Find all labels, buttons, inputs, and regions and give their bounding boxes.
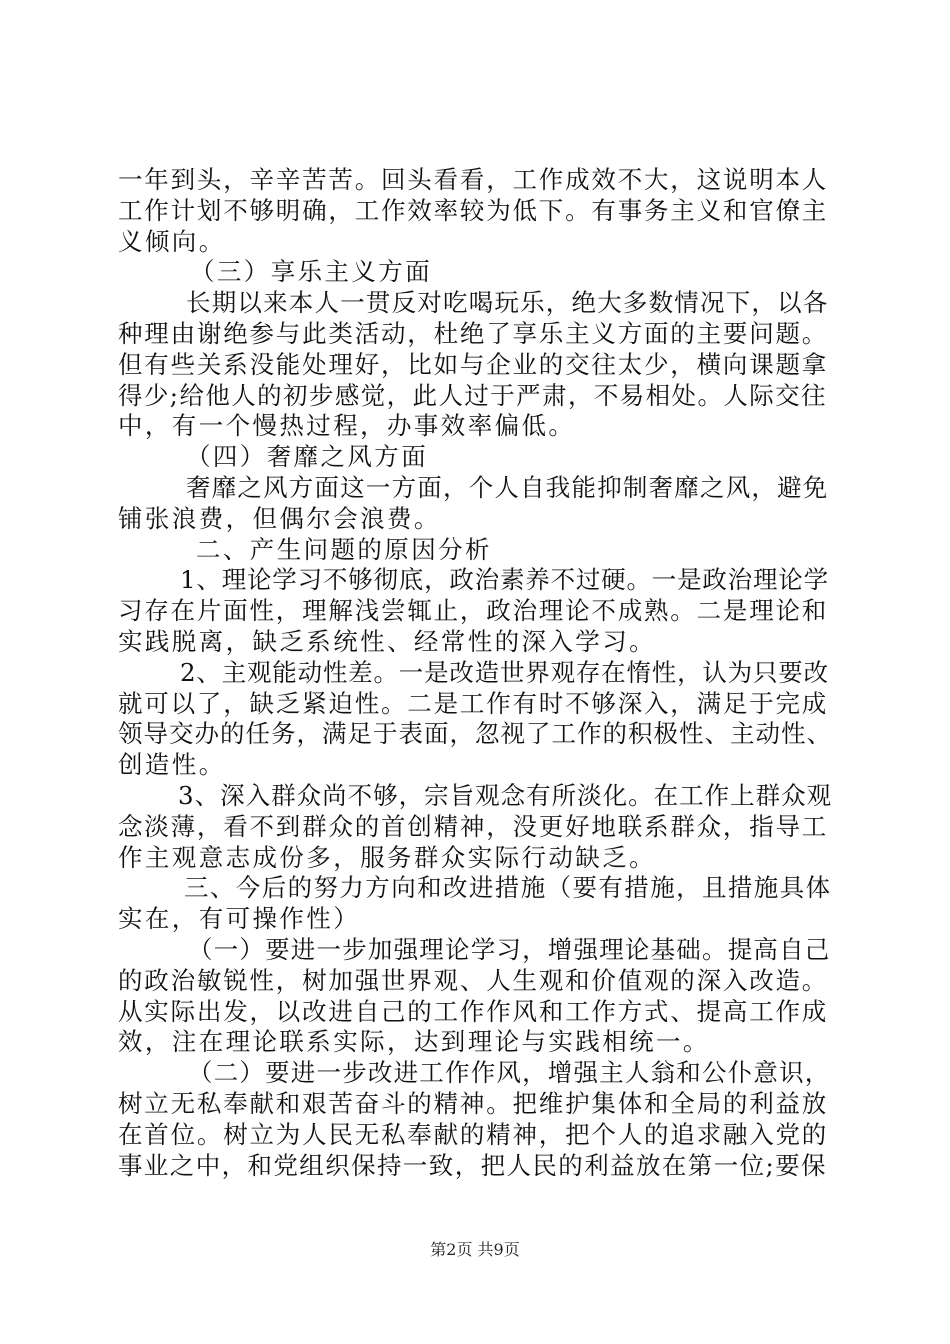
body-line: 一年到头，辛辛苦苦。回头看看，工作成效不大，这说明本人 <box>118 165 829 194</box>
body-line: 义倾向。 <box>118 226 226 256</box>
body-line: 奢靡之风方面这一方面，个人自我能抑制奢靡之风，避免 <box>186 472 829 502</box>
section-heading: （三）享乐主义方面 <box>190 257 433 287</box>
section-heading: （四）奢靡之风方面 <box>186 442 429 472</box>
section-heading: （二）要进一步改进工作作风，增强主人翁和公仆意识， <box>188 1058 831 1088</box>
body-line: 在首位。树立为人民无私奉献的精神，把个人的追求融入党的 <box>118 1119 829 1149</box>
body-line: 从实际出发，以改进自己的工作作风和工作方式、提高工作成 <box>118 996 829 1026</box>
body-line: 实在，有可操作性） <box>118 904 361 934</box>
section-heading: 二、产生问题的原因分析 <box>196 534 492 564</box>
body-line: 得少;给他人的初步感觉，此人过于严肃，不易相处。人际交往 <box>118 380 827 410</box>
body-line: 创造性。 <box>118 750 226 780</box>
body-line: 但有些关系没能处理好，比如与企业的交往太少，横向课题拿 <box>118 349 829 379</box>
document-body <box>118 165 832 1181</box>
body-line: 作主观意志成份多，服务群众实际行动缺乏。 <box>118 842 656 872</box>
body-line: 3、深入群众尚不够，宗旨观念有所淡化。在工作上群众观 <box>178 780 833 810</box>
body-line: 2、主观能动性差。一是改造世界观存在惰性，认为只要改 <box>180 657 829 687</box>
body-line: 就可以了，缺乏紧迫性。二是工作有时不够深入，满足于完成 <box>118 688 829 718</box>
body-line: 的政治敏锐性，树加强世界观、人生观和价值观的深入改造。 <box>118 965 829 995</box>
page-number-footer: 第2页 共9页 <box>430 1240 520 1259</box>
body-line: 种理由谢绝参与此类活动，杜绝了享乐主义方面的主要问题。 <box>118 318 829 348</box>
body-line: 习存在片面性，理解浅尝辄止，政治理论不成熟。二是理论和 <box>118 596 829 626</box>
body-line: 实践脱离，缺乏系统性、经常性的深入学习。 <box>118 626 656 656</box>
section-heading: （一）要进一步加强理论学习，增强理论基础。提高自己 <box>188 934 831 964</box>
body-line: 效，注在理论联系实际，达到理论与实践相统一。 <box>118 1027 710 1057</box>
body-line: 中，有一个慢热过程，办事效率偏低。 <box>118 411 576 441</box>
body-line: 事业之中，和党组织保持一致，把人民的利益放在第一位;要保 <box>118 1150 827 1180</box>
body-line: 领导交办的任务，满足于表面，忽视了工作的积极性、主动性、 <box>118 719 832 749</box>
body-line: 树立无私奉献和艰苦奋斗的精神。把维护集体和全局的利益放 <box>118 1088 829 1118</box>
body-line: 长期以来本人一贯反对吃喝玩乐，绝大多数情况下，以各 <box>186 288 829 318</box>
body-line: 念淡薄，看不到群众的首创精神，没更好地联系群众，指导工 <box>118 811 829 841</box>
section-heading: 三、今后的努力方向和改进措施（要有措施，且措施具体 <box>184 873 832 903</box>
body-line: 1、理论学习不够彻底，政治素养不过硬。一是政治理论学 <box>180 565 829 595</box>
body-line: 铺张浪费，但偶尔会浪费。 <box>118 503 441 533</box>
body-line: 工作计划不够明确，工作效率较为低下。有事务主义和官僚主 <box>118 195 829 225</box>
